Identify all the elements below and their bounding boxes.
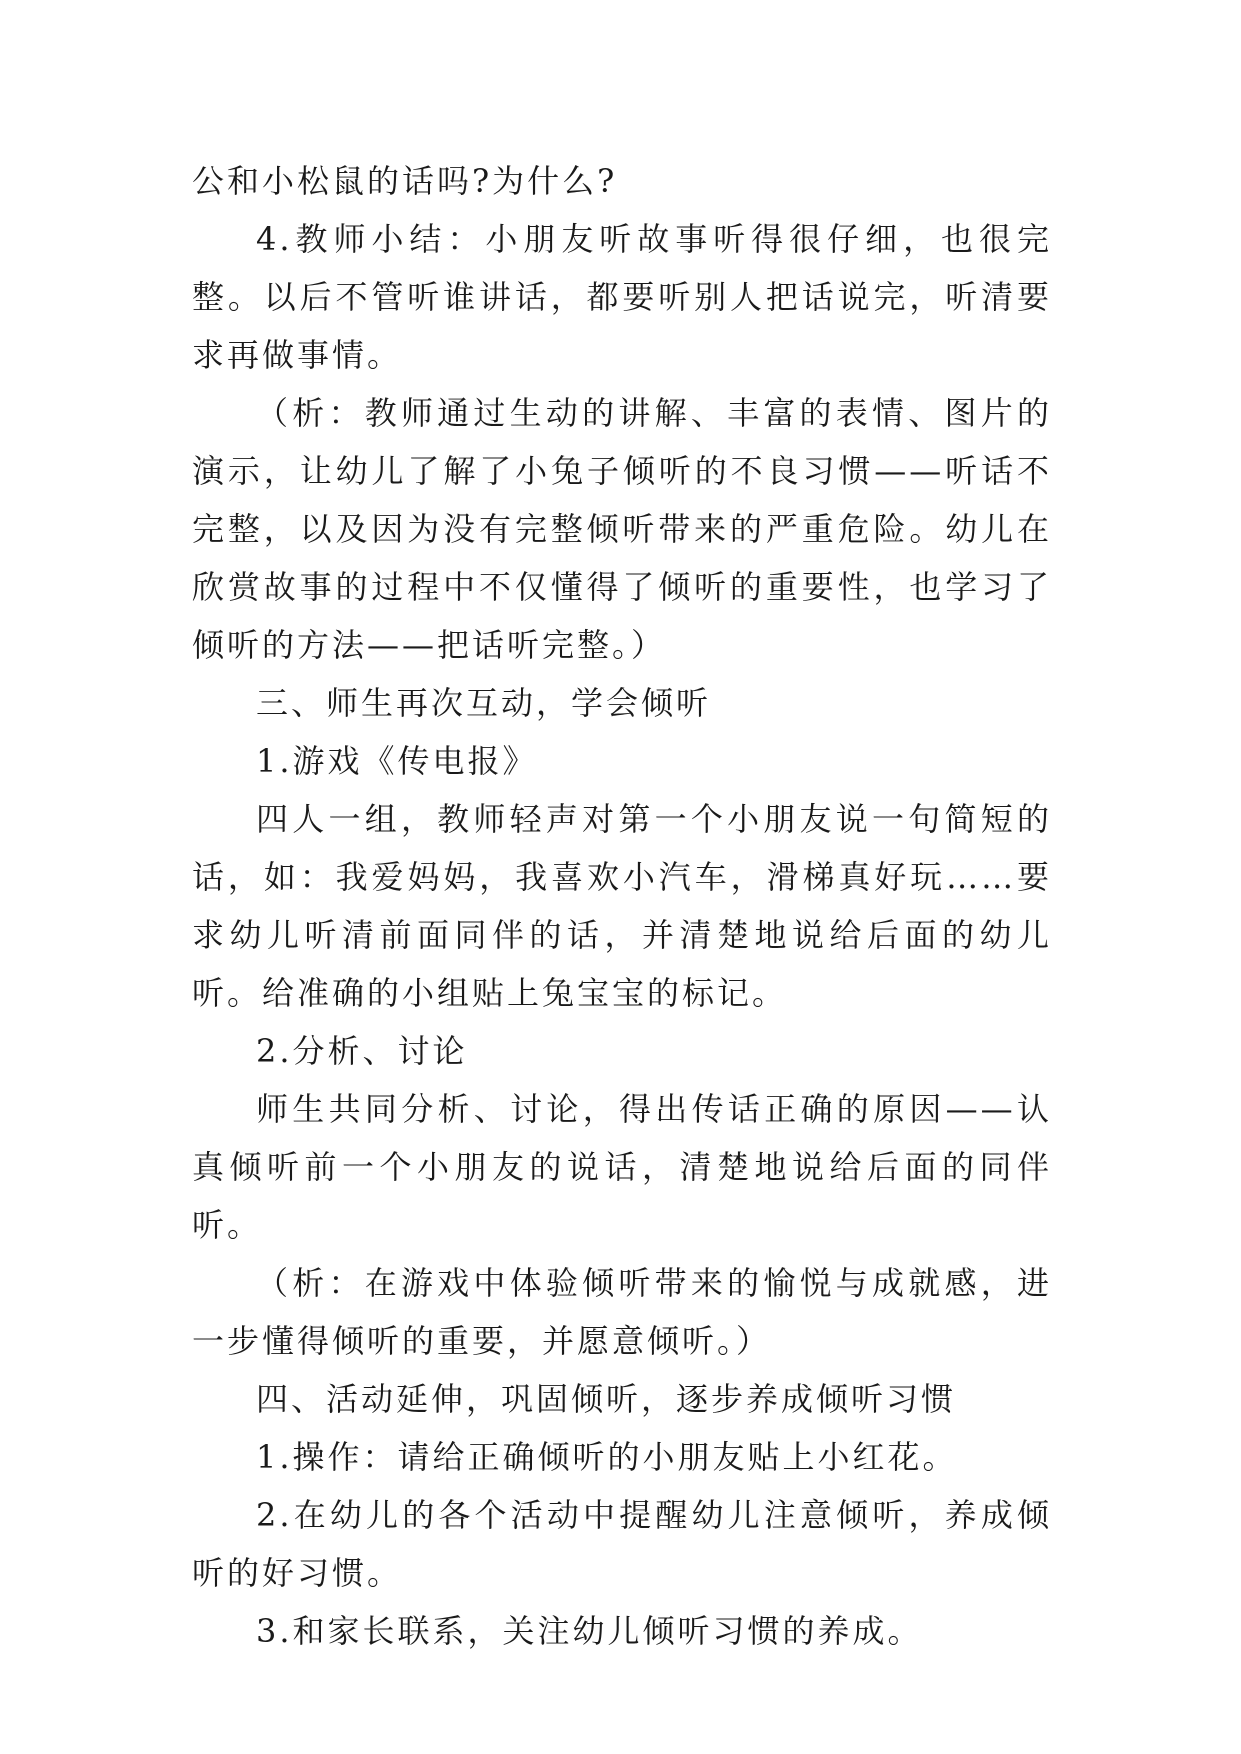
subheading-game: 1.游戏《传电报》 xyxy=(256,742,538,780)
paragraph-analysis-2: （析：在游戏中体验倾听带来的愉悦与成就感，进一步懂得倾听的重要，并愿意倾听。） xyxy=(192,1264,1052,1360)
paragraph-discussion: 师生共同分析、讨论，得出传话正确的原因——认真倾听前一个小朋友的说话，清楚地说给后面的同伴听。 xyxy=(192,1090,1052,1244)
paragraph-game-description: 四人一组，教师轻声对第一个小朋友说一句简短的话，如：我爱妈妈，我喜欢小汽车，滑梯真好玩……要求幼儿听清前面同伴的话，并清楚地说给后面的幼儿听。给准确的小组贴上兔宝宝的标记。 xyxy=(192,800,1052,1012)
subheading-discussion: 2.分析、讨论 xyxy=(256,1032,468,1070)
list-item-2: 2.在幼儿的各个活动中提醒幼儿注意倾听，养成倾听的好习惯。 xyxy=(192,1496,1052,1592)
list-item-1: 1.操作：请给正确倾听的小朋友贴上小红花。 xyxy=(256,1438,958,1476)
paragraph-continuation: 公和小松鼠的话吗?为什么? xyxy=(192,162,618,200)
document-body xyxy=(192,152,1052,1660)
list-item-3: 3.和家长联系，关注幼儿倾听习惯的养成。 xyxy=(256,1612,923,1650)
section-heading-4: 四、活动延伸，巩固倾听，逐步养成倾听习惯 xyxy=(256,1380,957,1418)
paragraph-analysis-1: （析：教师通过生动的讲解、丰富的表情、图片的演示，让幼儿了解了小兔子倾听的不良习惯——听话不完整，以及因为没有完整倾听带来的严重危险。幼儿在欣赏故事的过程中不仅懂得了倾听的重要性，也学习了倾听的方法——把话听完整。） xyxy=(192,394,1052,664)
section-heading-3: 三、师生再次互动，学会倾听 xyxy=(256,684,712,722)
paragraph-teacher-summary: 4.教师小结：小朋友听故事听得很仔细，也很完整。以后不管听谁讲话，都要听别人把话说完，听清要求再做事情。 xyxy=(192,220,1052,374)
